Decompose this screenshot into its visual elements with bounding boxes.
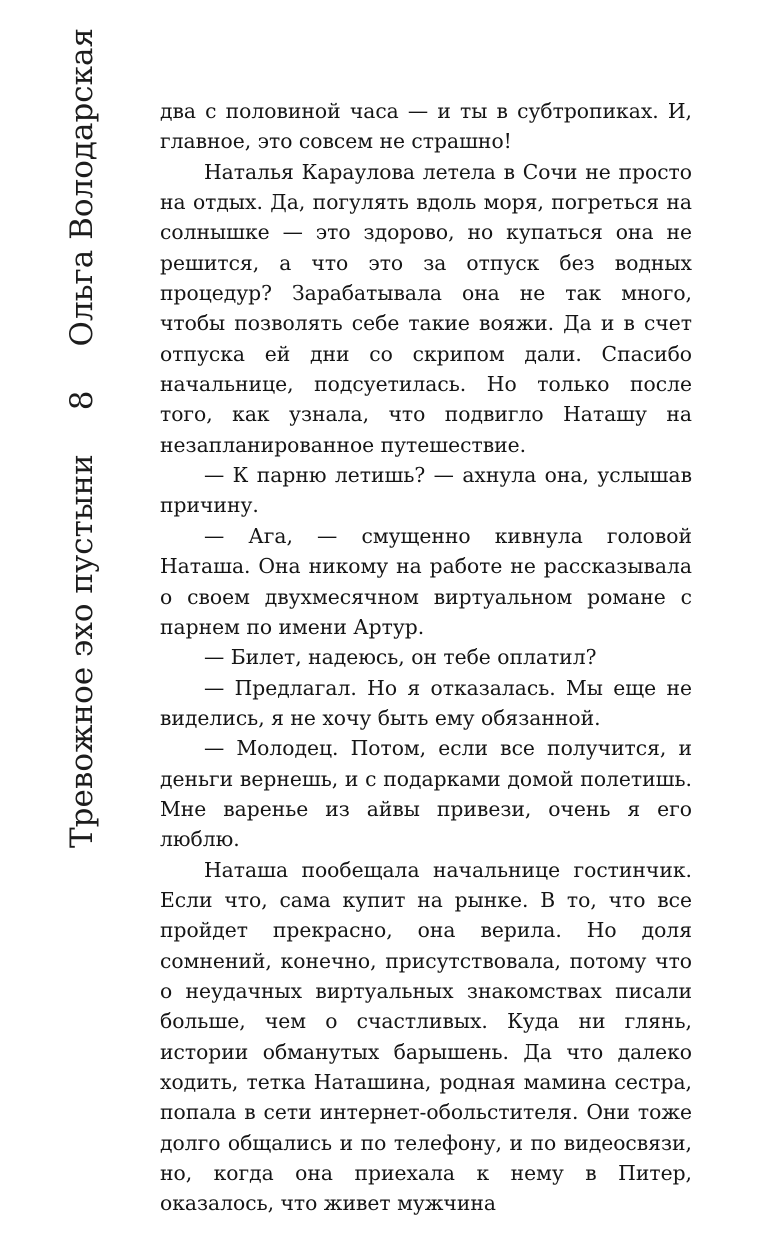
paragraph: — Молодец. Потом, если все получится, и деньги вернешь, и с подарками домой полетишь. Мне варенье из айвы привези, очень я его люблю. — [160, 736, 692, 852]
paragraph: — Ага, — смущенно кивнула головой Наташа. Она никому на работе не рассказывала о своем двухмесячном виртуальном романе с парнем по имени Артур. — [160, 523, 692, 639]
paragraph: — К парню летишь? — ахнула она, услышав причину. — [160, 463, 692, 518]
running-head-text — [64, 27, 100, 848]
paragraph: — Билет, надеюсь, он тебе оплатил? — [204, 645, 597, 670]
paragraph: Наталья Караулова летела в Сочи не просто на отдых. Да, погулять вдоль моря, погреться на солнышке — это здорово, но купаться она не решится, а что это за отпуск без водных процедур? Зарабатывала она не так много, чтобы позволять себе такие вояжи. Да и в счет отпуска ей дни со скрипом дали. Спасибо начальнице, подсуетилась. Но только после того, как узнала, что подвигло Наташу на незапланированное путешествие. — [160, 159, 692, 457]
paragraph: два с половиной часа — и ты в субтропиках. И, главное, это совсем не страшно! — [160, 99, 692, 154]
paragraph: — Предлагал. Но я отказалась. Мы еще не виделись, я не хочу быть ему обязанной. — [160, 675, 692, 730]
author-name: Ольга Володарская — [64, 27, 100, 347]
body-text — [160, 96, 692, 1219]
running-head — [50, 0, 110, 1240]
page-number: 8 — [64, 390, 100, 411]
book-title: Тревожное эхо пустыни — [64, 454, 100, 848]
paragraph: Наташа пообещала начальнице гостинчик. Если что, сама купит на рынке. В то, что все пройдет прекрасно, она верила. Но доля сомнений, конечно, присутствовала, потому что о неудачных виртуальных знакомствах писали больше, чем о счастливых. Куда ни глянь, истории обманутых барышень. Да что далеко ходить, тетка Наташина, родная мамина сестра, попала в сети интернет-обольстителя. Они тоже долго общались и по телефону, и по видеосвязи, но, когда она приехала к нему в Питер, оказалось, что живет мужчина — [160, 857, 692, 1216]
